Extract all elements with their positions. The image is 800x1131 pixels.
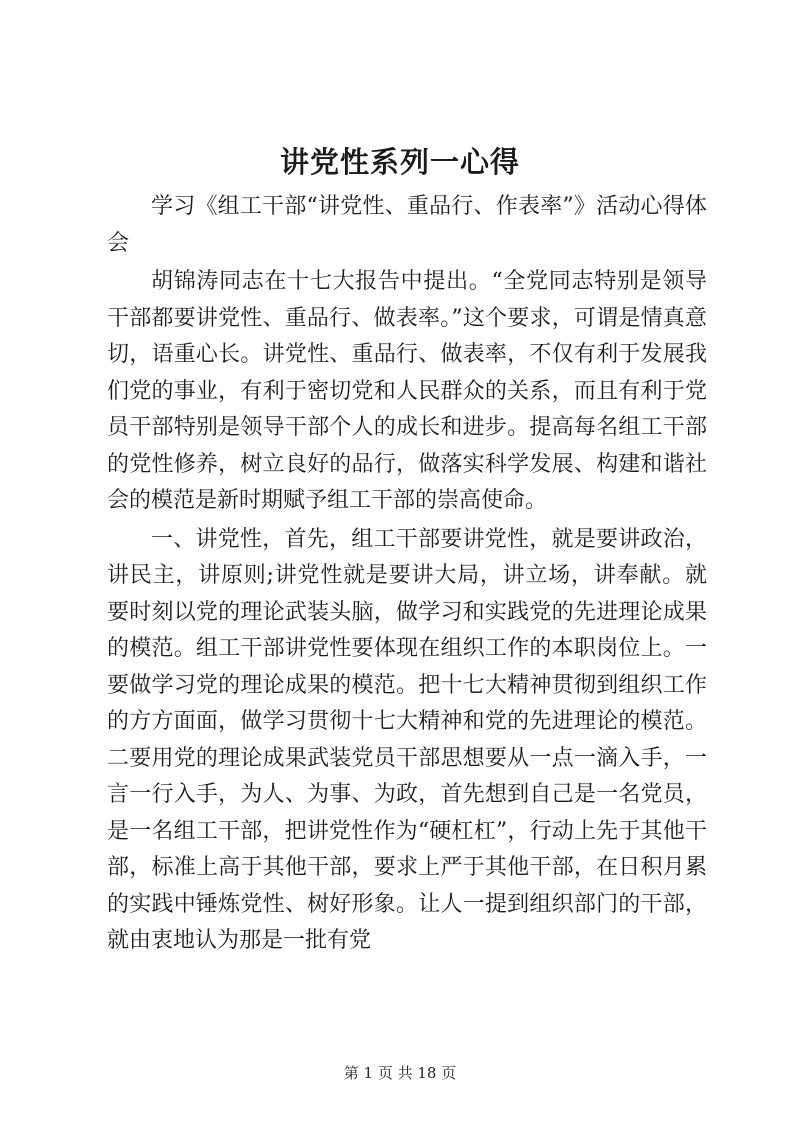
paragraph-section-one: 一、讲党性，首先，组工干部要讲党性，就是要讲政治，讲民主，讲原则;讲党性就是要讲大局，讲立场，讲奉献。就要时刻以党的理论武装头脑，做学习和实践党的先进理论成果的模范。组工干部讲党性要体现在组织工作的本职岗位上。一要做学习党的理论成果的模范。把十七大精神贯彻到组织工作的方方面面，做学习贯彻十七大精神和党的先进理论的模范。二要用党的理论成果武装党员干部思想要从一点一滴入手，一言一行入手，为人、为事、为政，首先想到自己是一名党员，是一名组工干部，把讲党性作为“硬杠杠”，行动上先于其他干部，标准上高于其他干部，要求上严于其他干部，在日积月累的实践中锤炼党性、树好形象。让人一提到组织部门的干部，就由衷地认为那是一批有党 xyxy=(107,526,707,953)
document-body xyxy=(107,189,707,960)
document-title: 讲党性系列一心得 xyxy=(279,145,520,179)
page-number-footer: 第 1 页 共 18 页 xyxy=(343,1064,457,1082)
paragraph-subtitle: 学习《组工干部“讲党性、重品行、作表率”》活动心得体会 xyxy=(107,194,707,256)
paragraph-intro: 胡锦涛同志在十七大报告中提出。“全党同志特别是领导干部都要讲党性、重品行、做表率。”这个要求，可谓是情真意切，语重心长。讲党性、重品行、做表率，不仅有利于发展我们党的事业，有利于密切党和人民群众的关系，而且有利于党员干部特别是领导干部个人的成长和进步。提高每名组工干部的党性修养，树立良好的品行，做落实科学发展、构建和谐社会的模范是新时期赋予组工干部的崇高使命。 xyxy=(107,269,707,513)
